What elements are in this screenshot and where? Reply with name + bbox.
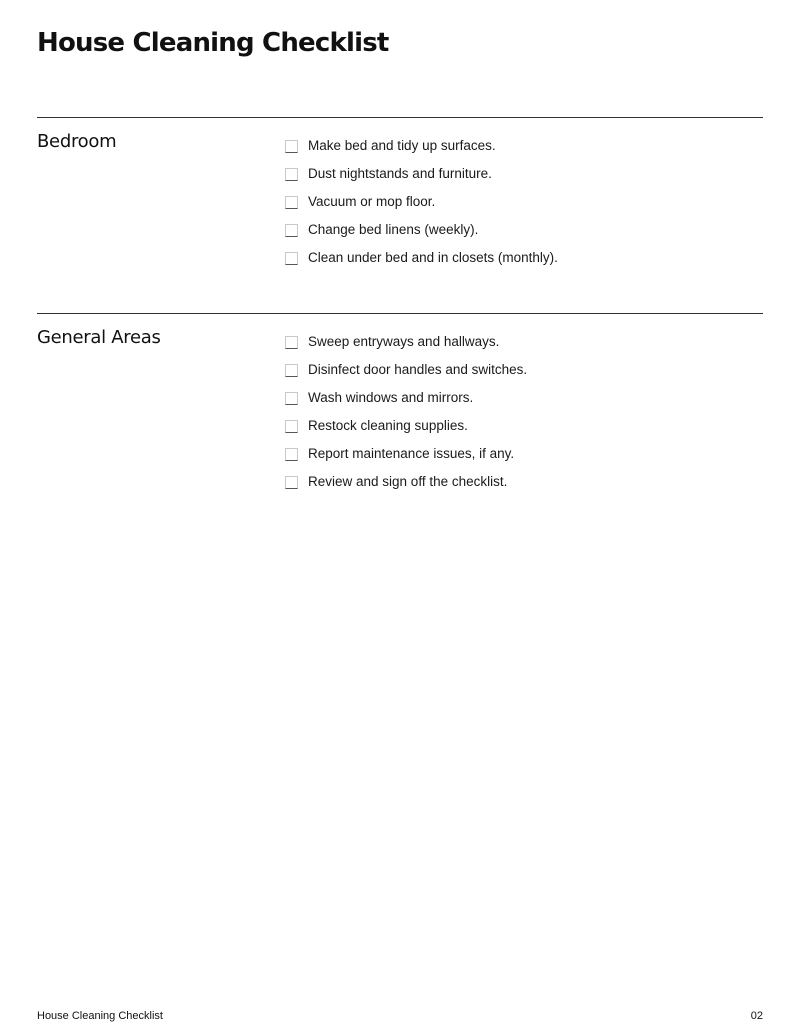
checkbox[interactable] (285, 448, 298, 461)
task-label: Clean under bed and in closets (monthly). (308, 250, 558, 265)
footer-title: House Cleaning Checklist (37, 1010, 163, 1022)
checkbox[interactable] (285, 168, 298, 181)
checklist-item (285, 244, 558, 272)
checkbox[interactable] (285, 224, 298, 237)
checklist-item (285, 356, 527, 384)
checklist-item (285, 216, 558, 244)
task-label: Disinfect door handles and switches. (308, 362, 528, 377)
checklist-item (285, 384, 527, 412)
section-general-areas (37, 313, 763, 489)
checkbox[interactable] (285, 336, 298, 349)
task-list (285, 328, 527, 496)
checklist-item (285, 412, 527, 440)
checkbox[interactable] (285, 420, 298, 433)
checklist-item (285, 160, 558, 188)
task-label: Change bed linens (weekly). (308, 222, 479, 237)
checklist-item (285, 188, 558, 216)
task-label: Review and sign off the checklist. (308, 474, 508, 489)
task-label: Restock cleaning supplies. (308, 418, 468, 433)
checklist-item (285, 440, 527, 468)
task-label: Vacuum or mop floor. (308, 194, 436, 209)
section-heading: Bedroom (37, 131, 117, 152)
page-number: 02 (750, 1010, 763, 1022)
checklist-item (285, 468, 527, 496)
checkbox[interactable] (285, 476, 298, 489)
checkbox[interactable] (285, 196, 298, 209)
section-bedroom (37, 117, 763, 265)
page-title: House Cleaning Checklist (37, 28, 389, 58)
task-label: Dust nightstands and furniture. (308, 166, 492, 181)
checkbox[interactable] (285, 140, 298, 153)
checkbox[interactable] (285, 364, 298, 377)
task-label: Sweep entryways and hallways. (308, 334, 500, 349)
section-heading: General Areas (37, 327, 161, 348)
task-label: Wash windows and mirrors. (308, 390, 474, 405)
checkbox[interactable] (285, 392, 298, 405)
checklist-item (285, 328, 527, 356)
task-list (285, 132, 558, 272)
checkbox[interactable] (285, 252, 298, 265)
task-label: Report maintenance issues, if any. (308, 446, 515, 461)
checklist-item (285, 132, 558, 160)
task-label: Make bed and tidy up surfaces. (308, 138, 496, 153)
